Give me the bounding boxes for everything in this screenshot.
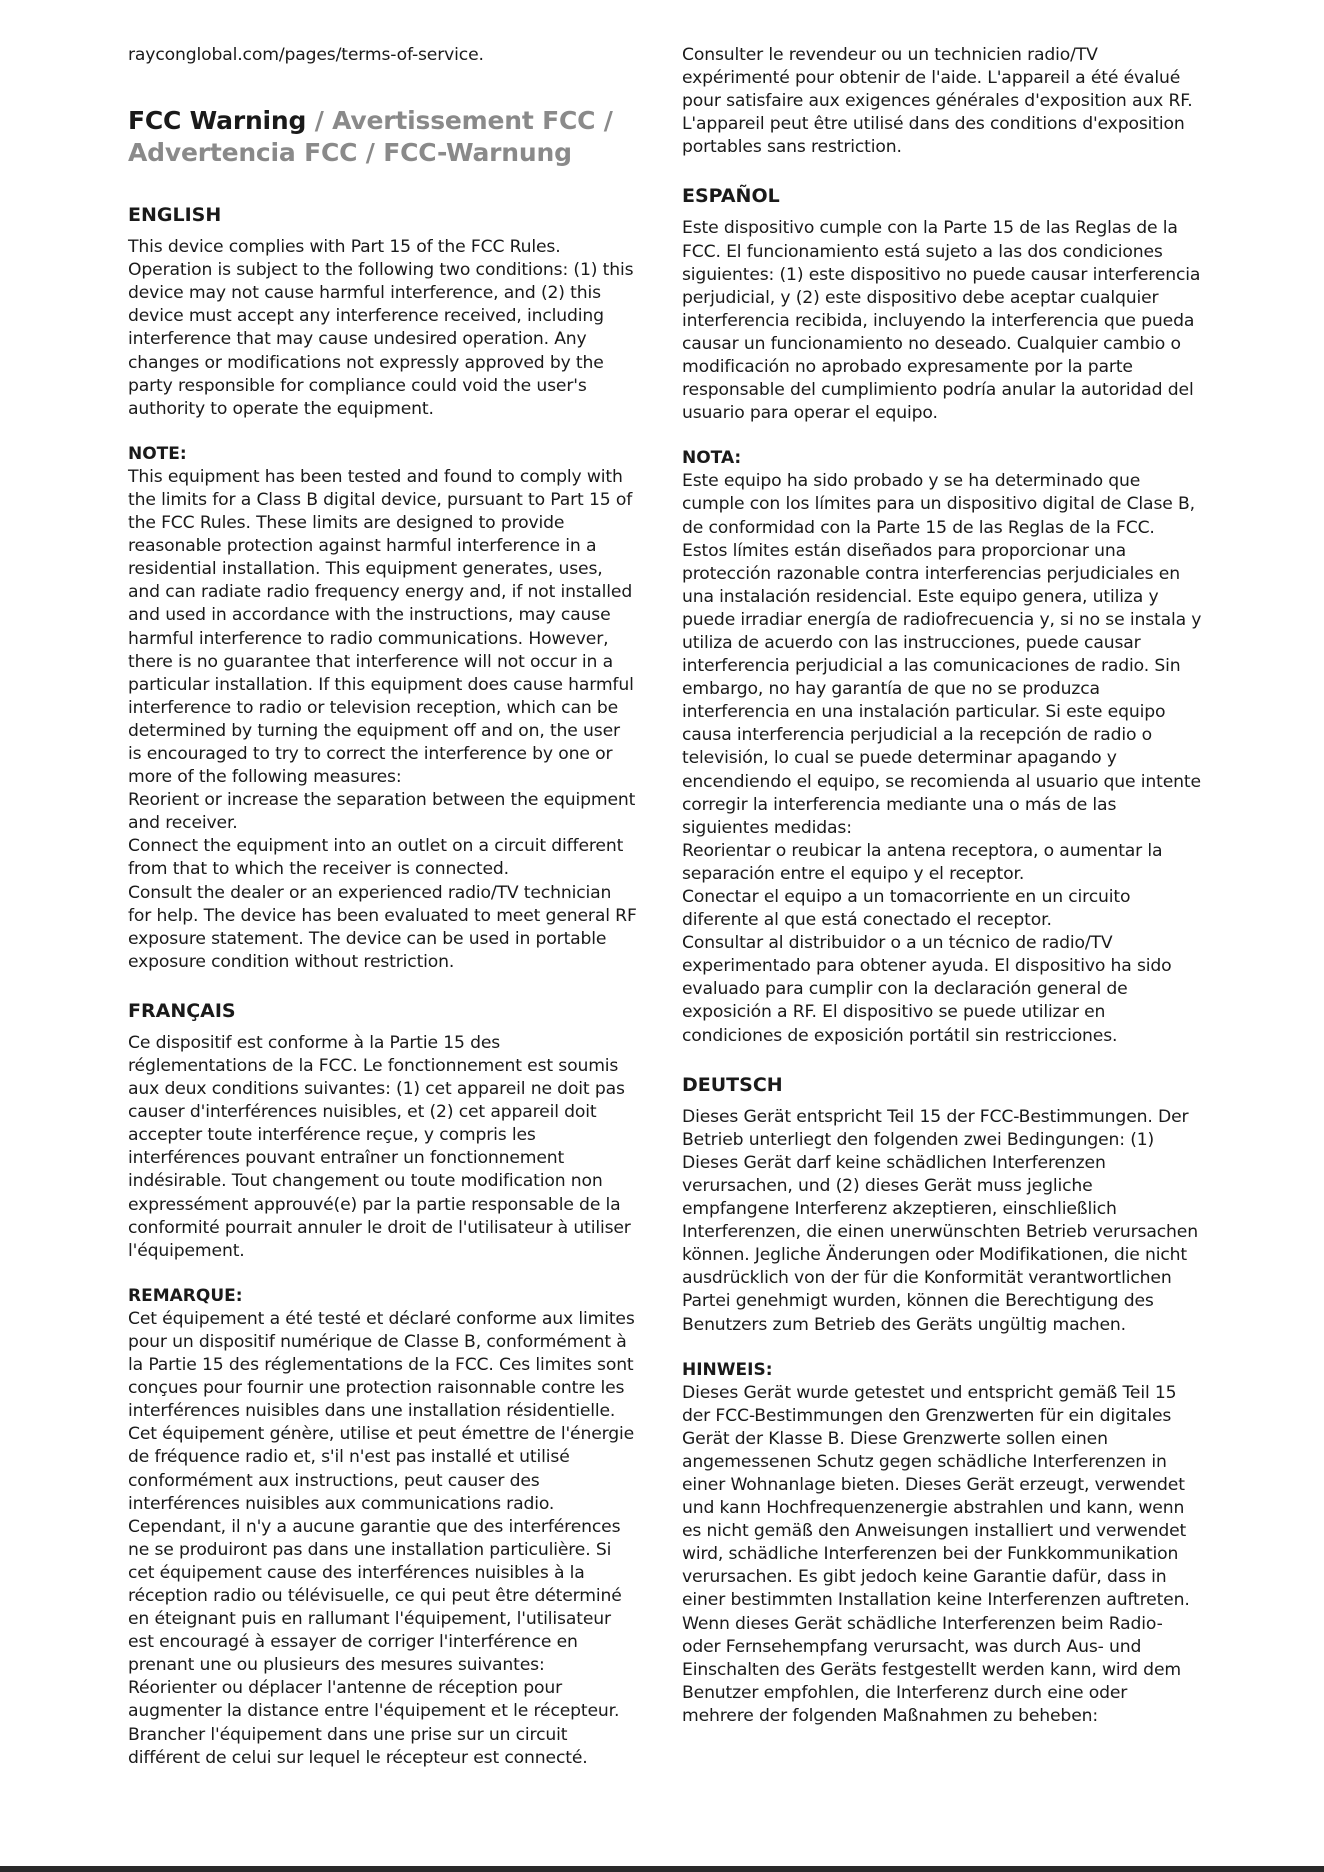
title-secondary: / Avertissement FCC / Advertencia FCC / FCC-Warnung (128, 106, 613, 168)
section-spanish (682, 183, 1202, 1047)
english-measure-2: Connect the equipment into an outlet on a circuit different from that to which the receiver is connected. (128, 836, 624, 880)
section-heading-french: FRANÇAIS (128, 999, 236, 1022)
spanish-measure-1: Reorientar o reubicar la antena receptora, o aumentar la separación entre el equipo y el receptor. (682, 840, 1163, 884)
section-english (128, 202, 638, 974)
left-column (128, 44, 638, 1770)
title-primary: FCC Warning (128, 106, 307, 136)
spanish-measure-3: Consultar al distribuidor o a un técnico de radio/TV experimentado para obtener ayuda. El dispositivo ha sido evaluado para cumplir con la declaración general de exposición a RF. El dispositivo se puede utilizar en condiciones de exposición portátil sin restricciones. (682, 933, 1172, 1046)
french-body: Ce dispositif est conforme à la Partie 15 des réglementations de la FCC. Le fonctionnement est soumis aux deux conditions suivantes: (1) cet appareil ne doit pas causer d'interférences nuisibles, et (2) cet appareil doit accepter toute interférence reçue, y compris les interférences pouvant entraîner un fonctionnement indésirable. Tout changement ou toute modification non expressément approuvé(e) par la partie responsable de la conformité pourrait annuler le droit de l'utilisateur à utiliser l'équipement. (128, 1032, 631, 1261)
section-german (682, 1072, 1202, 1728)
spanish-note-heading: NOTA: (682, 448, 742, 469)
section-heading-english: ENGLISH (128, 204, 222, 227)
german-note-heading: HINWEIS: (682, 1359, 773, 1380)
french-continued: Consulter le revendeur ou un technicien radio/TV expérimenté pour obtenir de l'aide. L'appareil a été évalué pour satisfaire aux exigences générales d'exposition aux RF. L'appareil peut être utilisé dans des conditions d'exposition portables sans restriction. (682, 45, 1193, 158)
english-measure-3: Consult the dealer or an experienced radio/TV technician for help. The device has been evaluated to meet general RF exposure statement. The device can be used in portable exposure condition without restriction. (128, 882, 637, 972)
french-measure-2: Brancher l'équipement dans une prise sur un circuit différent de celui sur lequel le récepteur est connecté. (128, 1724, 588, 1768)
french-note-heading: REMARQUE: (128, 1285, 243, 1306)
english-note-body: This equipment has been tested and found to comply with the limits for a Class B digital device, pursuant to Part 15 of the FCC Rules. These limits are designed to provide reasonable protection against harmful interference in a residential installation. This equipment generates, uses, and can radiate radio frequency energy and, if not installed and used in accordance with the instructions, may cause harmful interference to radio communications. However, there is no guarantee that interference will not occur in a particular installation. If this equipment does cause harmful interference to radio or television reception, which can be determined by turning the equipment off and on, the user is encouraged to try to correct the interference by one or more of the following measures: (128, 466, 634, 788)
french-note-body: Cet équipement a été testé et déclaré conforme aux limites pour un dispositif numérique de Classe B, conformément à la Partie 15 des réglementations de la FCC. Ces limites sont conçues pour fournir une protection raisonnable contre les interférences nuisibles dans une installation résidentielle. Cet équipement génère, utilise et peut émettre de l'énergie de fréquence radio et, s'il n'est pas installé et utilisé conformément aux instructions, peut causer des interférences nuisibles aux communications radio. Cependant, il n'y a aucune garantie que des interférences ne se produiront pas dans une installation particulière. Si cet équipement cause des interférences nuisibles à la réception radio ou télévisuelle, ce qui peut être déterminé en éteignant puis en rallumant l'équipement, l'utilisateur est encouragé à essayer de corriger l'interférence en prenant une ou plusieurs des mesures suivantes: (128, 1308, 635, 1676)
section-heading-german: DEUTSCH (682, 1073, 783, 1096)
bottom-rule (0, 1866, 1324, 1872)
page-title (128, 105, 638, 169)
spanish-measure-2: Conectar el equipo a un tomacorriente en un circuito diferente al que está conectado el receptor. (682, 887, 1131, 931)
english-body: This device complies with Part 15 of the FCC Rules. Operation is subject to the following two conditions: (1) this device may not cause harmful interference, and (2) this device must accept any interference received, including interference that may cause undesired operation. Any changes or modifications not expressly approved by the party responsible for compliance could void the user's authority to operate the equipment. (128, 237, 634, 419)
german-note-body: Dieses Gerät wurde getestet und entspricht gemäß Teil 15 der FCC-Bestimmungen den Grenzwerten für ein digitales Gerät der Klasse B. Diese Grenzwerte sollen einen angemessenen Schutz gegen schädliche Interferenzen in einer Wohnanlage bieten. Dieses Gerät erzeugt, verwendet und kann Hochfrequenzenergie abstrahlen und kann, wenn es nicht gemäß den Anweisungen installiert und verwendet wird, schädliche Interferenzen bei der Funkkommunikation verursachen. Es gibt jedoch keine Garantie dafür, dass in einer bestimmten Installation keine Interferenzen auftreten. Wenn dieses Gerät schädliche Interferenzen beim Radio- oder Fernsehempfang verursacht, was durch Aus- und Einschalten des Geräts festgestellt werden kann, wird dem Benutzer empfohlen, die Interferenz durch eine oder mehrere der folgenden Maßnahmen zu beheben: (682, 1382, 1190, 1726)
french-measure-1: Réorienter ou déplacer l'antenne de réception pour augmenter la distance entre l'équipement et le récepteur. (128, 1678, 620, 1722)
terms-url-line: rayconglobal.com/pages/terms-of-service. (128, 45, 484, 65)
right-column (682, 44, 1202, 1728)
spanish-note-body: Este equipo ha sido probado y se ha determinado que cumple con los límites para un dispositivo digital de Clase B, de conformidad con la Parte 15 de las Reglas de la FCC. Estos límites están diseñados para proporcionar una protección razonable contra interferencias perjudiciales en una instalación residencial. Este equipo genera, utiliza y puede irradiar energía de radiofrecuencia y, si no se instala y utiliza de acuerdo con las instrucciones, puede causar interferencia perjudicial a las comunicaciones de radio. Sin embargo, no hay garantía de que no se produzca interferencia en una instalación particular. Si este equipo causa interferencia perjudicial a la recepción de radio o televisión, lo cual se puede determinar apagando y encendiendo el equipo, se recomienda al usuario que intente corregir la interferencia mediante una o más de las siguientes medidas: (682, 471, 1202, 838)
english-note-heading: NOTE: (128, 443, 187, 464)
english-measure-1: Reorient or increase the separation between the equipment and receiver. (128, 790, 636, 834)
spanish-body: Este dispositivo cumple con la Parte 15 de las Reglas de la FCC. El funcionamiento está sujeto a las dos condiciones siguientes: (1) este dispositivo no puede causar interferencia perjudicial, y (2) este dispositivo debe aceptar cualquier interferencia recibida, incluyendo la interferencia que pueda causar un funcionamiento no deseado. Cualquier cambio o modificación no aprobado expresamente por la parte responsable del cumplimiento podría anular la autoridad del usuario para operar el equipo. (682, 218, 1201, 424)
section-heading-spanish: ESPAÑOL (682, 185, 780, 208)
german-body: Dieses Gerät entspricht Teil 15 der FCC-Bestimmungen. Der Betrieb unterliegt den folgenden zwei Bedingungen: (1) Dieses Gerät darf keine schädlichen Interferenzen verursachen, und (2) dieses Gerät muss jegliche empfangene Interferenz akzeptieren, einschließlich Interferenzen, die einen unerwünschten Betrieb verursachen können. Jegliche Änderungen oder Modifikationen, die nicht ausdrücklich von der für die Konformität verantwortlichen Partei genehmigt wurden, können die Berechtigung des Benutzers zum Betrieb des Geräts ungültig machen. (682, 1106, 1198, 1335)
section-french (128, 998, 638, 1770)
